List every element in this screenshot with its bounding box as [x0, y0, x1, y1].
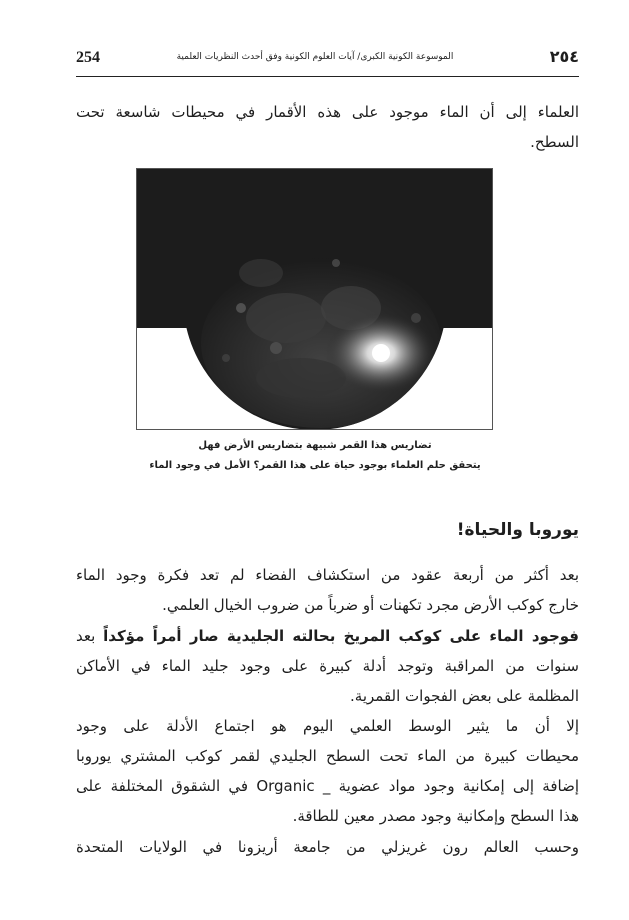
section-heading: يوروبا والحياة!: [456, 520, 579, 540]
paragraph-3-line-1: إلا أن ما يثير الوسط العلمي اليوم هو اجتماع الأدلة على وجود: [76, 717, 579, 735]
paragraph-2-line-2: سنوات من المراقبة وتوجد أدلة كبيرة على وجود جليد الماء في الأماكن: [76, 657, 579, 675]
paragraph-3-line-3: إضافة إلى إمكانية وجود مواد عضوية _ Organic في الشقوق المختلفة على: [76, 777, 579, 795]
paragraph-4-line-1: وحسب العالم رون غريزلي من جامعة أريزونا في الولايات المتحدة: [76, 838, 579, 856]
intro-line-2: السطح.: [530, 133, 579, 151]
intro-line-1: العلماء إلى أن الماء موجود على هذه الأقمار في محيطات شاسعة تحت: [76, 103, 579, 121]
paragraph-2-line-3: المظلمة على بعض الفجوات القمرية.: [350, 687, 579, 705]
paragraph-3-line-4: هذا السطح وإمكانية وجود مصدر معين للطاقة.: [292, 807, 579, 825]
paragraph-2-bold-lead: فوجود الماء على كوكب المريخ بحالته الجليدية صار أمراً مؤكداً: [103, 627, 579, 645]
paragraph-2-lead-tail: بعد: [76, 627, 96, 645]
page-number-arabic: ٢٥٤: [549, 47, 579, 66]
page-number-latin: 254: [76, 49, 100, 66]
paragraph-3-line-2: محيطات كبيرة من الماء تحت السطح الجليدي لقمر كوكب المشتري يوروبا: [76, 747, 579, 765]
paragraph-2-line-1: [76, 627, 579, 645]
figure-caption-line-1: تضاريس هذا القمر شبيهة بتضاريس الأرض فهل: [198, 440, 432, 451]
moon-surface-photo: [136, 168, 493, 430]
running-header-title: الموسوعة الكونية الكبرى/ آيات العلوم الكونية وفق أحدث النظريات العلمية: [176, 52, 454, 62]
figure-caption-line-2: يتحقق حلم العلماء بوجود حياة على هذا القمر؟ الأمل في وجود الماء: [149, 460, 481, 471]
paragraph-1-line-2: خارج كوكب الأرض مجرد تكهنات أو ضرباً من ضروب الخيال العلمي.: [162, 596, 579, 614]
paragraph-1-line-1: بعد أكثر من أربعة عقود من استكشاف الفضاء لم تعد فكرة وجود الماء: [76, 566, 579, 584]
header-rule: [76, 76, 579, 77]
